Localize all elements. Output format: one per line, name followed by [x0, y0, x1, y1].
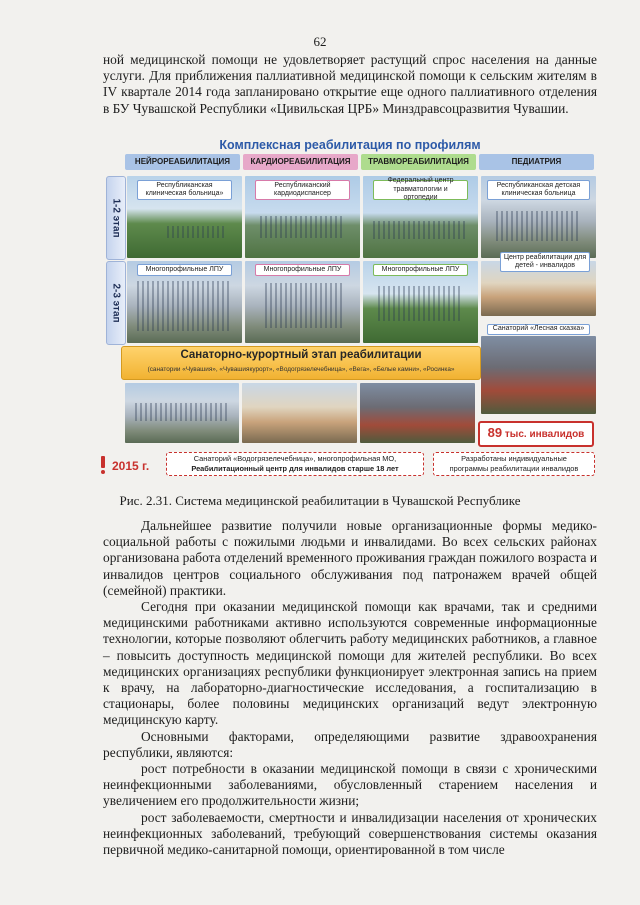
trauma-center-label: Федеральный центр травматологии и ортопедии: [373, 180, 468, 200]
building-windows: [135, 403, 230, 421]
children-rehab-center-label: Центр реабилитации для детей - инвалидов: [500, 252, 590, 272]
stage-2-3-text: 2-3 этап: [110, 283, 122, 323]
note-line-2: Реабилитационный центр для инвалидов старше 18 лет: [191, 463, 399, 473]
lesnaya-skazka-label: Санаторий «Лесная сказка»: [487, 324, 590, 335]
intro-paragraph: [103, 52, 597, 117]
note-line-1: Санаторий «Водогрязелечебница», многопрофильная МО,: [193, 454, 397, 463]
sanatorium-list: (санатории «Чувашия», «Чувашиякурорт», «Водогрязелечебница», «Вега», «Белые камни», «Росинка»: [147, 366, 455, 373]
disabled-count-box: [478, 421, 594, 447]
rehabilitation-figure: [100, 138, 600, 490]
paragraph: рост заболеваемости, смертности и инвалидизации населения от хронических неинфекционных заболеваний, требующий совершенствования системы оказания первичной медико-санитарной помощи, ориентированной в том числе: [103, 809, 597, 858]
building-windows: [373, 221, 468, 239]
cardiodispensary-label: Республиканский кардиодиспансер: [255, 180, 350, 200]
paragraph: Сегодня при оказании медицинской помощи как врачами, так и средними медицинскими работниками активно используются современные информационные технологии, которые позволяют облегчить работу медицинских работников, а главное – повысить доступность медицинской помощи для жителей республики. Во всех медицинских организациях республики функционирует электронная запись на прием к врачу, на лабораторно-диагностические исследования, а госпитализацию в стационары, более половины медицинских организаций ведут электронную медицинскую карту.: [103, 599, 597, 728]
year-label: 2015 г.: [112, 459, 150, 473]
children-hospital-label: Республиканская детская клиническая больница: [487, 180, 590, 200]
sanatorium-title: Санаторно-курортный этап реабилитации: [180, 349, 422, 361]
note-box-2015: [166, 452, 424, 476]
building-windows: [265, 283, 345, 328]
tab-traumarehabilitation: ТРАВМОРЕАБИЛИТАЦИЯ: [361, 154, 476, 170]
tab-pediatrics: ПЕДИАТРИЯ: [479, 154, 594, 170]
multiprofile-label-3: Многопрофильные ЛПУ: [373, 264, 468, 276]
intro-text: ной медицинской помощи не удовлетворяет растущий спрос населения на данные услуги. Для приближения паллиативной медицинской помощи к сельским жителям в IV квартале 2014 года запланировано открытие еще одного паллиативного отделения в БУ Чувашской Республики «Цивильская ЦРБ» Минздравсоцразвития Чувашии.: [103, 52, 597, 116]
sanatorium-stage-bar: [121, 346, 481, 380]
lesnaya-skazka-photo: [481, 336, 596, 414]
note-programs-line-1: Разработаны индивидуальные: [461, 454, 567, 463]
multiprofile-label-1: Многопрофильные ЛПУ: [137, 264, 232, 276]
tab-neurorehabilitation: НЕЙРОРЕАБИЛИТАЦИЯ: [125, 154, 240, 170]
page-number: 62: [313, 34, 327, 49]
stage-2-3-label: [106, 261, 126, 345]
building-windows: [378, 286, 463, 321]
multiprofile-label-2: Многопрофильные ЛПУ: [255, 264, 350, 276]
building-windows: [167, 226, 227, 238]
building-windows: [496, 211, 581, 241]
figure-title: Комплексная реабилитация по профилям: [219, 138, 481, 152]
paragraph: Дальнейшее развитие получили новые организационные формы медико-социальной работы с пожилыми людьми и инвалидами. Во всех сельских районах организована работа отделений временного проживания граждан пожилого возраста и инвалидов центров социального обслуживания под патронажем врачей общей (семейной) практики.: [103, 518, 597, 598]
stage-1-2-text: 1-2 этап: [110, 198, 122, 238]
building-windows: [137, 281, 232, 331]
sanatorium-photo-1: [125, 383, 239, 443]
building-windows: [260, 216, 345, 238]
note-programs-line-2: программы реабилитации инвалидов: [449, 463, 579, 473]
paragraph: Основными факторами, определяющими развитие здравоохранения республики, являются:: [103, 728, 597, 760]
tab-cardiorehabilitation: КАРДИОРЕАБИЛИТАЦИЯ: [243, 154, 358, 170]
disabled-count-unit: тыс. инвалидов: [504, 429, 585, 440]
stage-1-2-label: [106, 176, 126, 260]
republican-hospital-label: Республиканская клиническая больница»: [137, 180, 232, 200]
sanatorium-photo-2: [242, 383, 357, 443]
sanatorium-photo-3: [360, 383, 475, 443]
exclamation-icon: [100, 456, 106, 474]
figure-caption: Рис. 2.31. Система медицинской реабилитации в Чувашской Республике: [119, 493, 521, 508]
paragraph: рост потребности в оказании медицинской помощи в связи с хроническими неинфекционными заболеваниями, обусловленный старением населения и увеличением его продолжительности жизни;: [103, 761, 597, 809]
note-box-programs: [433, 452, 595, 476]
body-text: [103, 518, 597, 858]
disabled-count-value: 89: [487, 425, 503, 440]
